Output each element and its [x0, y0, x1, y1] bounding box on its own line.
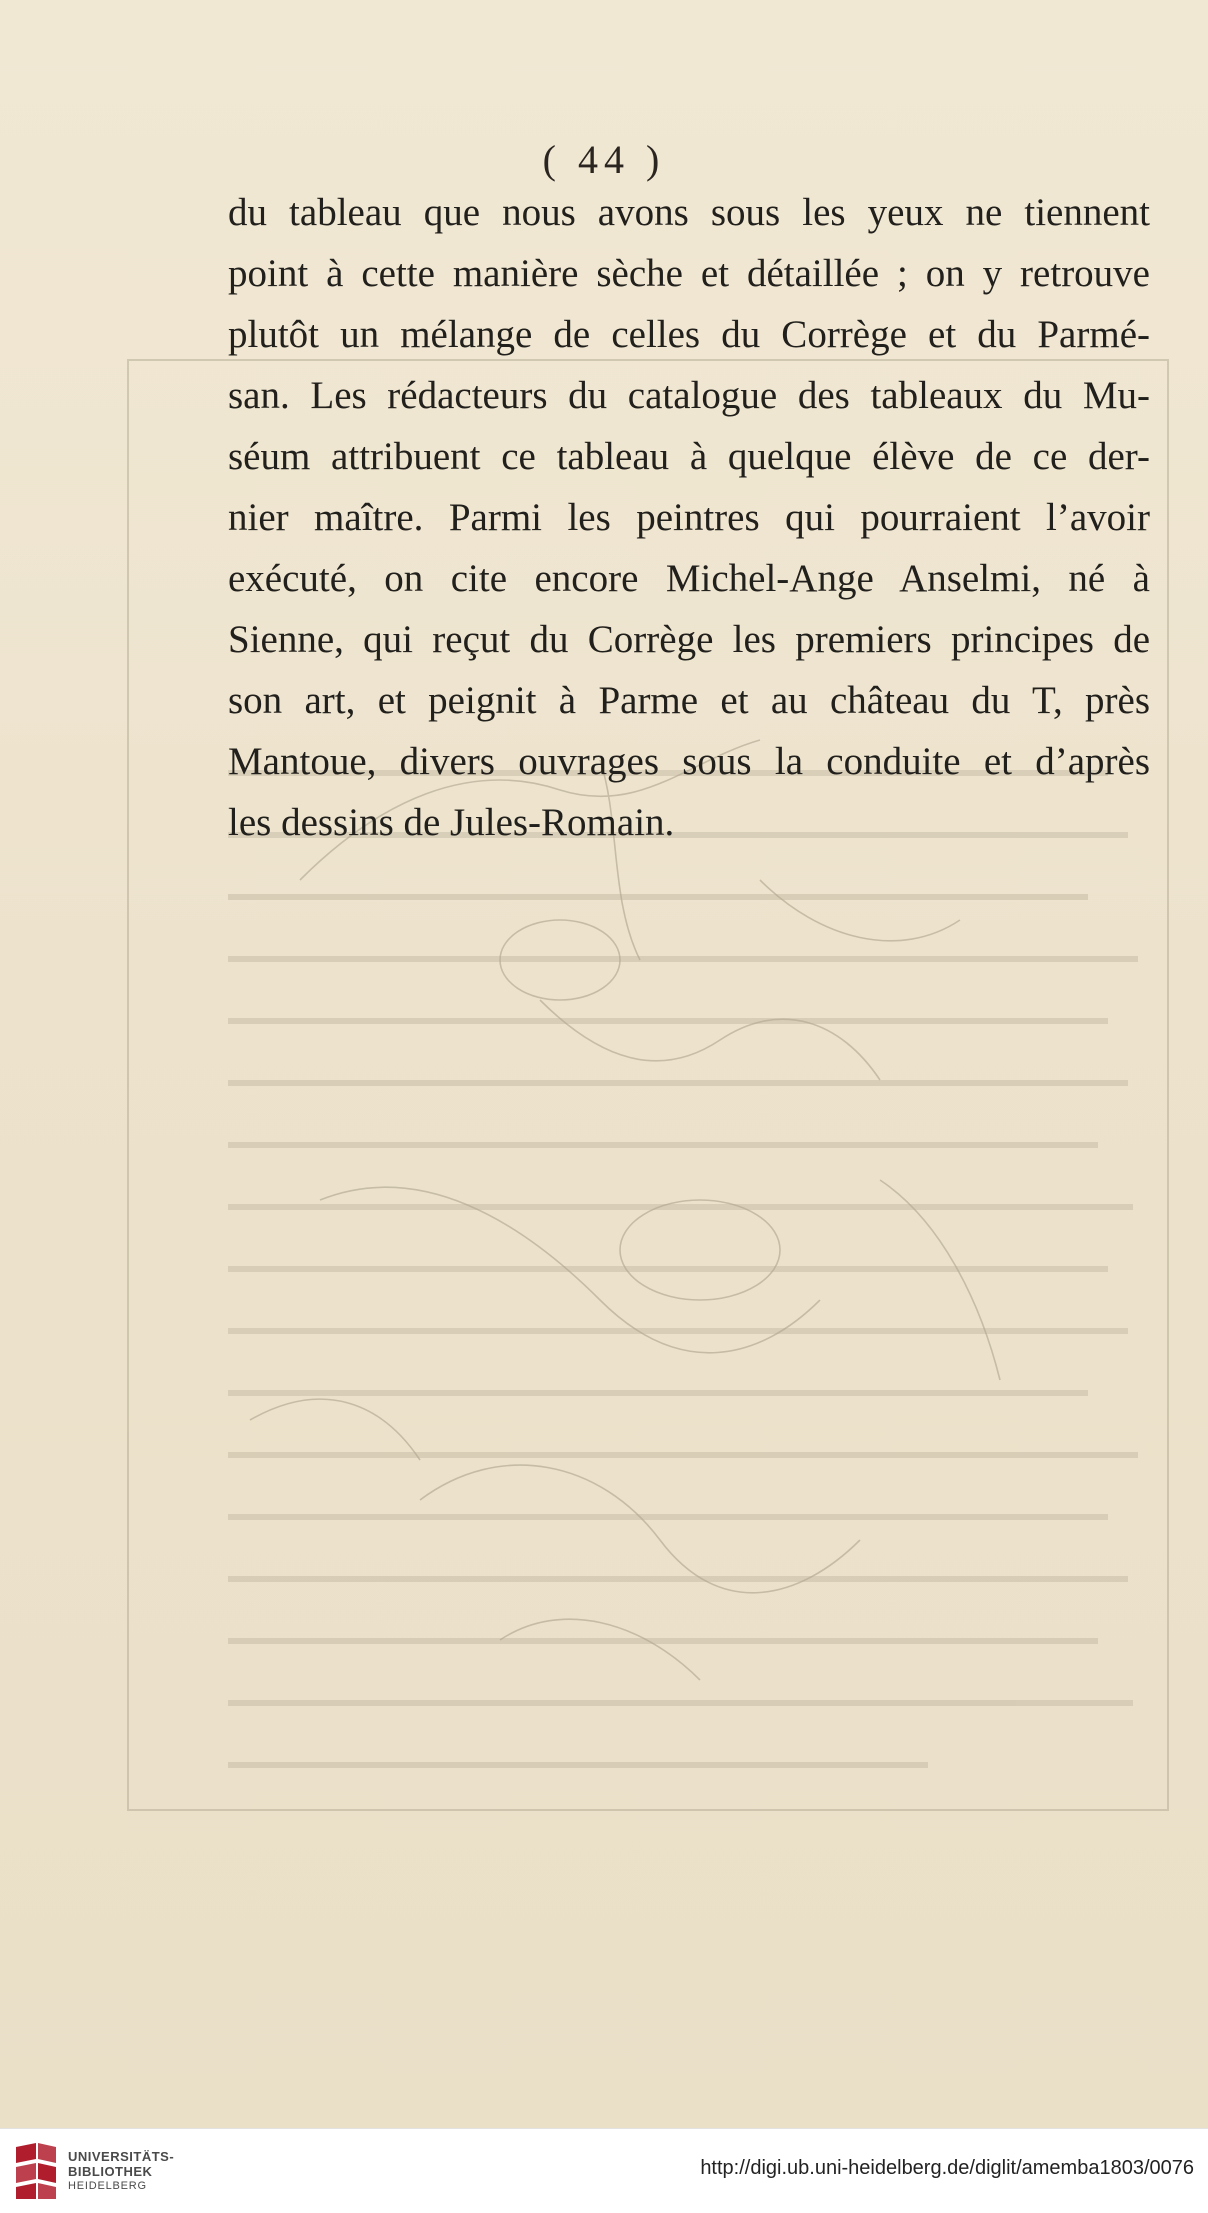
library-name — [68, 2149, 174, 2193]
permalink-url[interactable]: http://digi.ub.uni-heidelberg.de/diglit/amemba1803/0076 — [700, 2157, 1194, 2179]
text-line: son art, et peignit à Parme et au château du T, près — [228, 679, 1150, 722]
text-line: séum attribuent ce tableau à quelque élève de ce der- — [228, 435, 1150, 478]
text-line: san. Les rédacteurs du catalogue des tableaux du Mu- — [228, 374, 1150, 417]
library-name-line-1: UNIVERSITÄTS- — [68, 2149, 175, 2164]
text-line: nier maître. Parmi les peintres qui pourraient l’avoir — [228, 496, 1150, 539]
library-name-line-3: HEIDELBERG — [68, 2180, 147, 2192]
page-number: ( 44 ) — [542, 137, 666, 182]
text-line-last: les dessins de Jules-Romain. — [228, 801, 675, 844]
library-name-line-2: BIBLIOTHEK — [68, 2164, 153, 2179]
body-text — [228, 182, 1150, 853]
text-line: du tableau que nous avons sous les yeux ne tiennent — [228, 191, 1150, 234]
university-library-logo-icon[interactable] — [12, 2141, 60, 2201]
text-line: point à cette manière sèche et détaillée ; on y retrouve — [228, 252, 1150, 295]
footer-bar — [0, 2128, 1208, 2213]
text-line: Mantoue, divers ouvrages sous la conduite et d’après — [228, 740, 1150, 783]
text-line: exécuté, on cite encore Michel-Ange Anselmi, né à — [228, 557, 1150, 600]
text-line: Sienne, qui reçut du Corrège les premiers principes de — [228, 618, 1150, 661]
text-line: plutôt un mélange de celles du Corrège et du Parmé- — [228, 313, 1150, 356]
